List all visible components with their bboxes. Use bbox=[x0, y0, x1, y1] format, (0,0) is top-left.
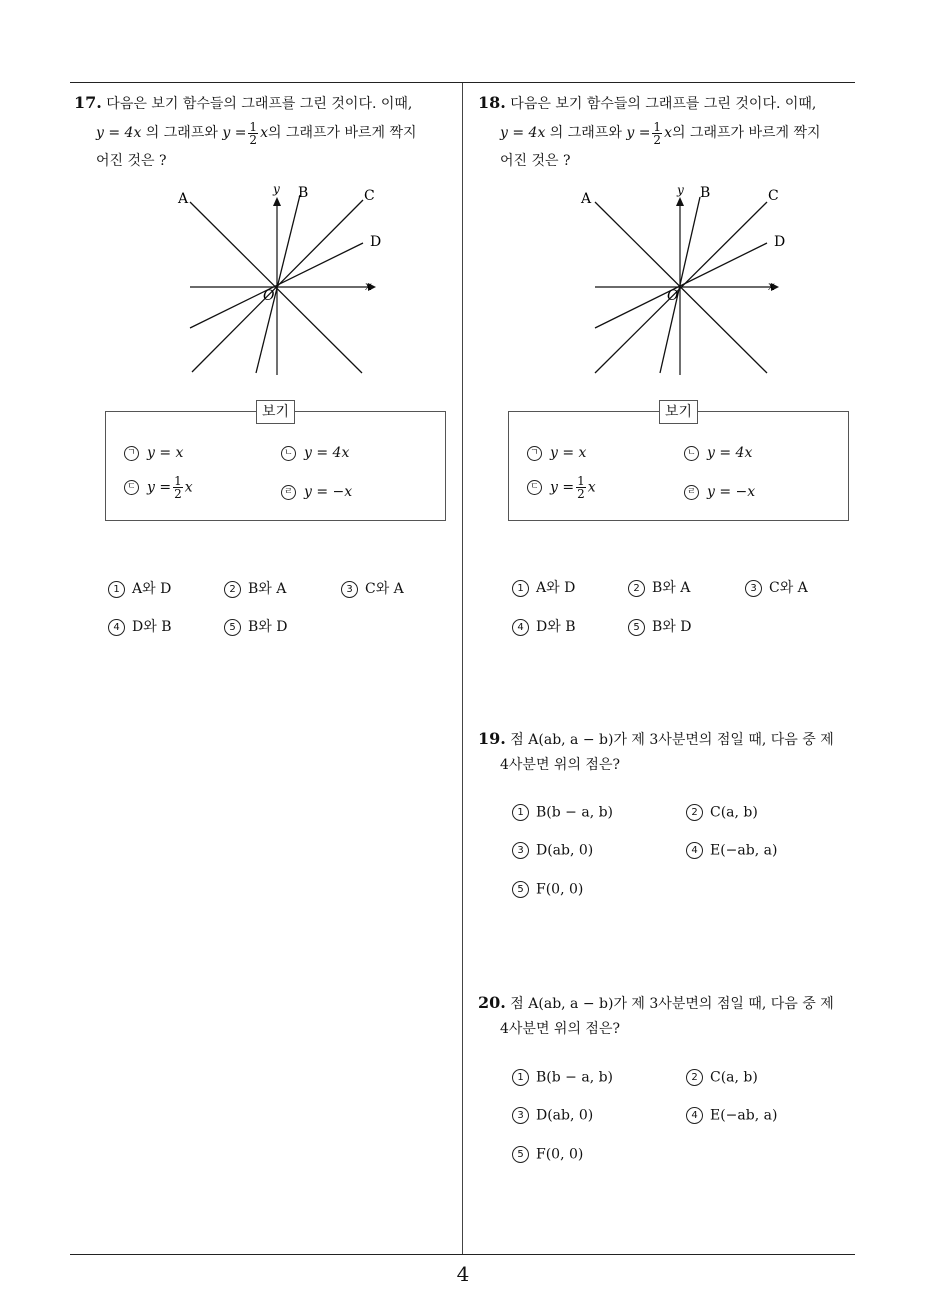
label-y: y bbox=[677, 183, 684, 197]
bogi-title: 보기 bbox=[659, 400, 698, 424]
question-line-3: 어진 것은 ? bbox=[500, 153, 571, 169]
choice-19-3[interactable]: 3 D(ab, 0) bbox=[512, 842, 593, 859]
fraction: $\frac{1}{2}$ bbox=[249, 119, 258, 147]
bogi-item-4: ㄹ y = −x bbox=[684, 484, 755, 500]
equation-y: y = bbox=[222, 125, 247, 141]
problem-number: 20. bbox=[478, 993, 506, 1012]
graph-17 bbox=[170, 180, 385, 380]
bogi-box-17 bbox=[105, 404, 446, 521]
page-number: 4 bbox=[456, 1262, 470, 1286]
choice-17-5[interactable]: 5 B와 D bbox=[224, 616, 288, 636]
problem-19 bbox=[478, 726, 863, 778]
choice-18-1[interactable]: 1 A와 D bbox=[512, 577, 575, 597]
problem-18 bbox=[478, 90, 863, 174]
label-origin: O bbox=[263, 288, 275, 304]
choice-17-3[interactable]: 3 C와 A bbox=[341, 578, 404, 598]
bogi-item-1: ㄱ y = x bbox=[124, 445, 183, 461]
question-text-end: 의 그래프가 바르게 짝지 bbox=[671, 125, 821, 141]
label-B: B bbox=[700, 185, 711, 201]
graph-18 bbox=[575, 180, 790, 380]
column-divider bbox=[462, 83, 463, 1254]
choice-18-5[interactable]: 5 B와 D bbox=[628, 616, 692, 636]
question-line-3: 어진 것은 ? bbox=[96, 153, 167, 169]
label-D: D bbox=[774, 234, 786, 250]
label-x: x bbox=[768, 279, 775, 293]
label-C: C bbox=[364, 188, 375, 204]
bogi-item-3: ㄷ y = $\frac{1}{2}$ x bbox=[124, 475, 193, 500]
question-line-1: 점 A(ab, a − b)가 제 3사분면의 점일 때, 다음 중 제 bbox=[510, 996, 834, 1012]
variable-x: x bbox=[664, 125, 672, 141]
question-line-2: 4사분면 위의 점은? bbox=[500, 1021, 620, 1037]
line-B bbox=[256, 195, 300, 373]
question-line-2: 4사분면 위의 점은? bbox=[500, 757, 620, 773]
choice-18-3[interactable]: 3 C와 A bbox=[745, 577, 808, 597]
choice-18-2[interactable]: 2 B와 A bbox=[628, 577, 690, 597]
label-A: A bbox=[581, 191, 592, 207]
choice-20-5[interactable]: 5 F(0, 0) bbox=[512, 1146, 583, 1163]
bottom-rule bbox=[70, 1254, 855, 1255]
question-text: 의 그래프와 bbox=[141, 125, 223, 141]
bogi-box-18 bbox=[508, 404, 849, 521]
bogi-item-3: ㄷ y = $\frac{1}{2}$ x bbox=[527, 475, 596, 500]
bogi-item-2: ㄴ y = 4x bbox=[281, 445, 349, 461]
equation-y-4x: y = 4x bbox=[96, 125, 142, 141]
bogi-item-2: ㄴ y = 4x bbox=[684, 445, 752, 461]
label-y: y bbox=[273, 182, 280, 196]
choice-20-1[interactable]: 1 B(b − a, b) bbox=[512, 1069, 613, 1086]
label-x: x bbox=[365, 279, 372, 293]
problem-17 bbox=[74, 90, 459, 174]
bogi-item-1: ㄱ y = x bbox=[527, 445, 586, 461]
question-line-1: 점 A(ab, a − b)가 제 3사분면의 점일 때, 다음 중 제 bbox=[510, 732, 834, 748]
choice-20-2[interactable]: 2 C(a, b) bbox=[686, 1069, 758, 1086]
label-B: B bbox=[298, 185, 309, 201]
question-line-1: 다음은 보기 함수들의 그래프를 그린 것이다. 이때, bbox=[106, 96, 413, 112]
label-D: D bbox=[370, 234, 382, 250]
choice-19-2[interactable]: 2 C(a, b) bbox=[686, 804, 758, 821]
bogi-item-4: ㄹ y = −x bbox=[281, 484, 352, 500]
y-axis-arrow bbox=[676, 197, 684, 206]
problem-number: 19. bbox=[478, 729, 506, 748]
bogi-title: 보기 bbox=[256, 400, 295, 424]
fraction: $\frac{1}{2}$ bbox=[653, 119, 662, 147]
problem-number: 17. bbox=[74, 93, 102, 112]
problem-20 bbox=[478, 990, 863, 1042]
label-A: A bbox=[178, 191, 189, 207]
problem-number: 18. bbox=[478, 93, 506, 112]
choice-18-4[interactable]: 4 D와 B bbox=[512, 616, 576, 636]
choice-19-5[interactable]: 5 F(0, 0) bbox=[512, 881, 583, 898]
y-axis-arrow bbox=[273, 197, 281, 206]
choice-20-3[interactable]: 3 D(ab, 0) bbox=[512, 1107, 593, 1124]
choice-19-1[interactable]: 1 B(b − a, b) bbox=[512, 804, 613, 821]
question-line-1: 다음은 보기 함수들의 그래프를 그린 것이다. 이때, bbox=[510, 96, 817, 112]
choice-20-4[interactable]: 4 E(−ab, a) bbox=[686, 1107, 777, 1124]
label-C: C bbox=[768, 188, 779, 204]
choice-17-4[interactable]: 4 D와 B bbox=[108, 616, 172, 636]
choice-17-2[interactable]: 2 B와 A bbox=[224, 578, 286, 598]
choice-19-4[interactable]: 4 E(−ab, a) bbox=[686, 842, 777, 859]
variable-x: x bbox=[260, 125, 268, 141]
equation-y: y = bbox=[626, 125, 651, 141]
question-text: 의 그래프와 bbox=[545, 125, 627, 141]
equation-y-4x: y = 4x bbox=[500, 125, 546, 141]
label-origin: O bbox=[667, 288, 679, 304]
choice-17-1[interactable]: 1 A와 D bbox=[108, 578, 171, 598]
line-D bbox=[595, 243, 767, 328]
question-text-end: 의 그래프가 바르게 짝지 bbox=[267, 125, 417, 141]
